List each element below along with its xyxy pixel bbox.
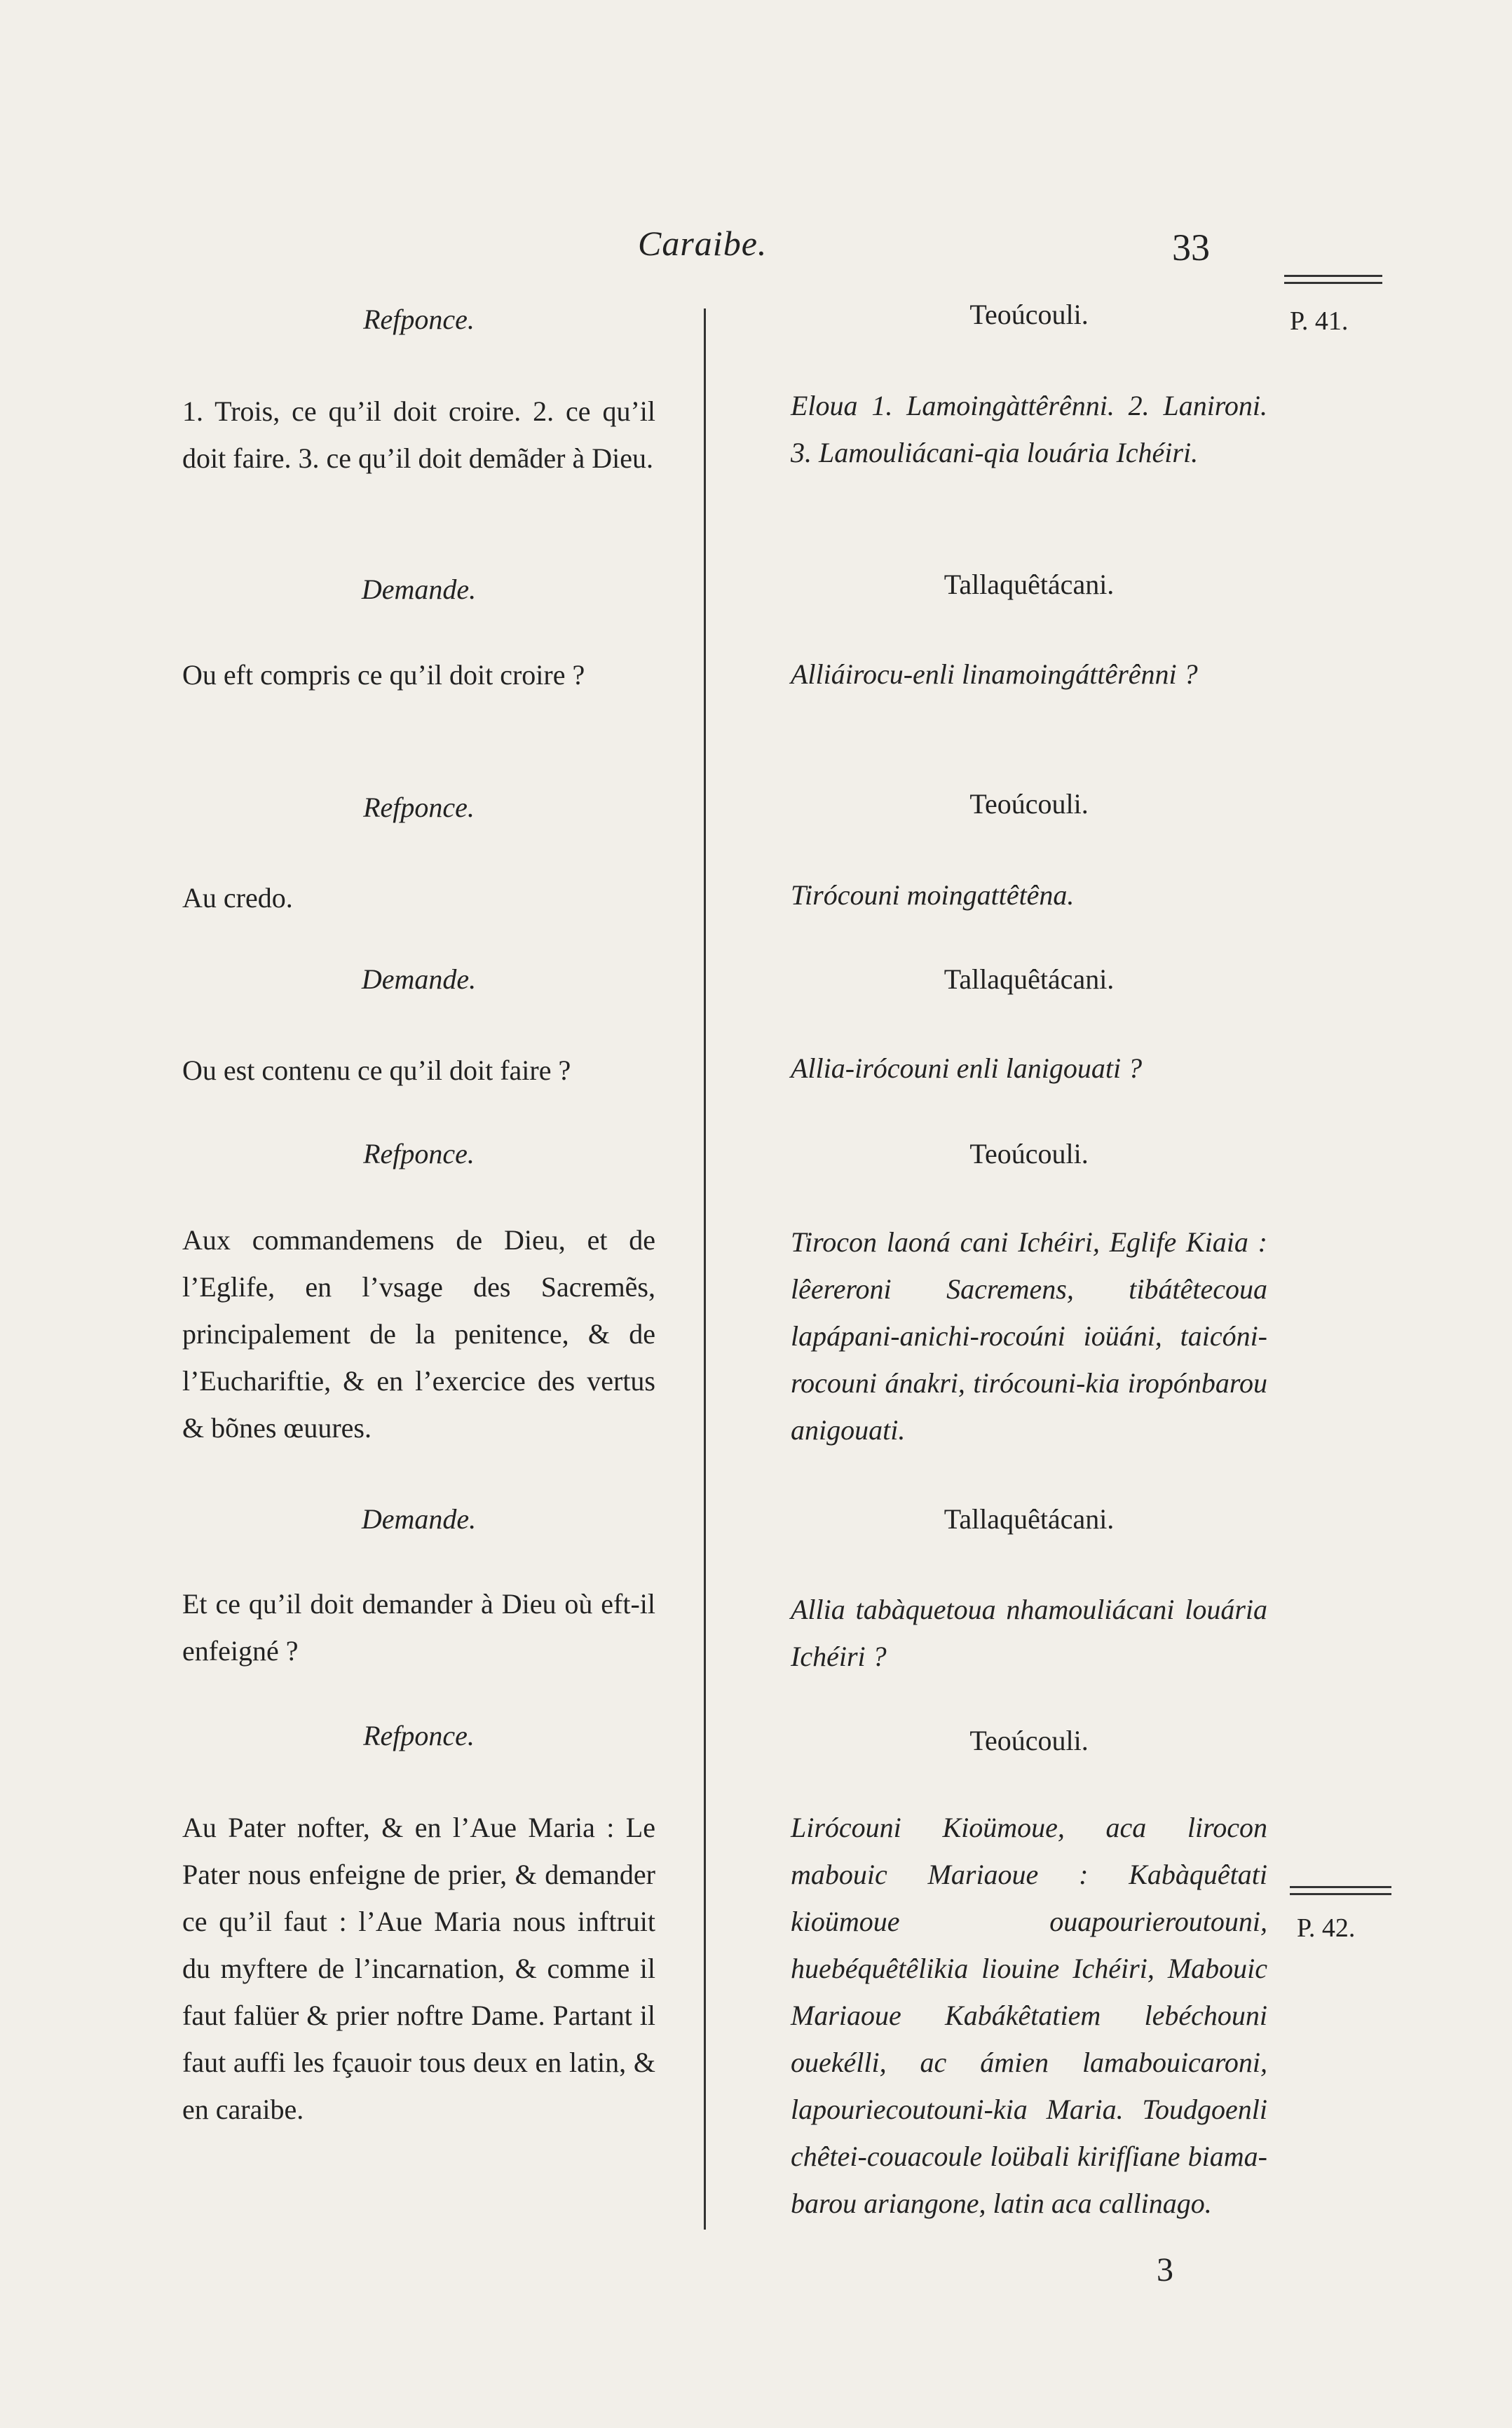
label-responce: Refponce. [363, 304, 475, 335]
margin-note-p41: P. 41. [1290, 306, 1349, 336]
label-responce: Refponce. [363, 1138, 475, 1169]
label-teoucouli: Teoúcouli. [969, 788, 1089, 820]
label-tallaquetacani: Tallaquêtácani. [944, 963, 1115, 995]
margin-rule [1290, 1886, 1391, 1888]
label-responce: Refponce. [363, 792, 475, 823]
paragraph: Au Pater nofter, & en l’Aue Maria : Le Pater nous enfeigne de prier, & demander ce qu’il faut : l’Aue Maria nous inftruit du myftere de l’incarnation, & comme il faut falüer & prier noftre Dame. Partant il faut auffi les fçauoir tous deux en latin, & en caraibe. [182, 1812, 655, 2125]
paragraph: Lirócouni Kioümoue, aca lirocon mabouic Mariaoue : Kabàquêtati kioümoue ouapourieroutouni, huebéquêtêlikia liouine Ichéiri, Mabouic Mariaoue Kabákêtatiem lebéchouni ouekélli, ac ámien lamabouicaroni, lapouriecoutouni-kia Maria. Toudgoenli chêtei-couacoule loübali kirifſiane biama-barou ariangone, latin aca callinago. [791, 1812, 1267, 2219]
paragraph: Tirócouni moingattêtêna. [791, 879, 1075, 911]
paragraph: Et ce qu’il doit demander à Dieu où eft-il enfeigné ? [182, 1588, 655, 1667]
signature-mark: 3 [1157, 2251, 1173, 2288]
paragraph: Au credo. [182, 882, 293, 914]
margin-rule [1284, 275, 1382, 277]
paragraph: Allia tabàquetoua nhamouliácani louária Ichéiri ? [791, 1594, 1267, 1672]
label-responce: Refponce. [363, 1720, 475, 1751]
margin-note-p42: P. 42. [1297, 1913, 1356, 1943]
label-tallaquetacani: Tallaquêtácani. [944, 1503, 1115, 1535]
paragraph: 1. Trois, ce qu’il doit croire. 2. ce qu’il doit faire. 3. ce qu’il doit demãder à Dieu. [182, 395, 655, 474]
paragraph: Ou eft compris ce qu’il doit croire ? [182, 659, 585, 691]
paragraph: Alliáirocu-enli linamoingáttêrênni ? [791, 658, 1198, 690]
paragraph: Ou est contenu ce qu’il doit faire ? [182, 1054, 571, 1086]
paragraph: Eloua 1. Lamoingàttêrênni. 2. Lanironi. 3. Lamouliácani-qia louária Ichéiri. [791, 390, 1267, 468]
label-teoucouli: Teoúcouli. [969, 299, 1089, 330]
running-title: Caraibe. [638, 224, 768, 263]
label-teoucouli: Teoúcouli. [969, 1725, 1089, 1756]
margin-rule [1290, 1893, 1391, 1895]
label-demande: Demande. [361, 574, 477, 605]
label-teoucouli: Teoúcouli. [969, 1138, 1089, 1169]
margin-rule [1284, 282, 1382, 284]
column-divider [704, 308, 706, 2230]
paragraph: Aux commandemens de Dieu, et de l’Eglife, en l’vsage des Sacremẽs, principalement de la penitence, & de l’Euchariftie, & en l’exercice des vertus & bõnes œuures. [182, 1224, 655, 1444]
paragraph: Allia-irócouni enli lanigouati ? [791, 1052, 1143, 1084]
paragraph: Tirocon laoná cani Ichéiri, Eglife Kiaia : lêereroni Sacremens, tibátêtecoua lapápani-anichi-rocoúni ioüáni, taicóni-rocouni ánakri, tirócouni-kia iropónbarou anigouati. [791, 1226, 1267, 1446]
label-demande: Demande. [361, 1503, 477, 1535]
page-number: 33 [1172, 226, 1210, 269]
label-demande: Demande. [361, 963, 477, 995]
label-tallaquetacani: Tallaquêtácani. [944, 569, 1115, 600]
